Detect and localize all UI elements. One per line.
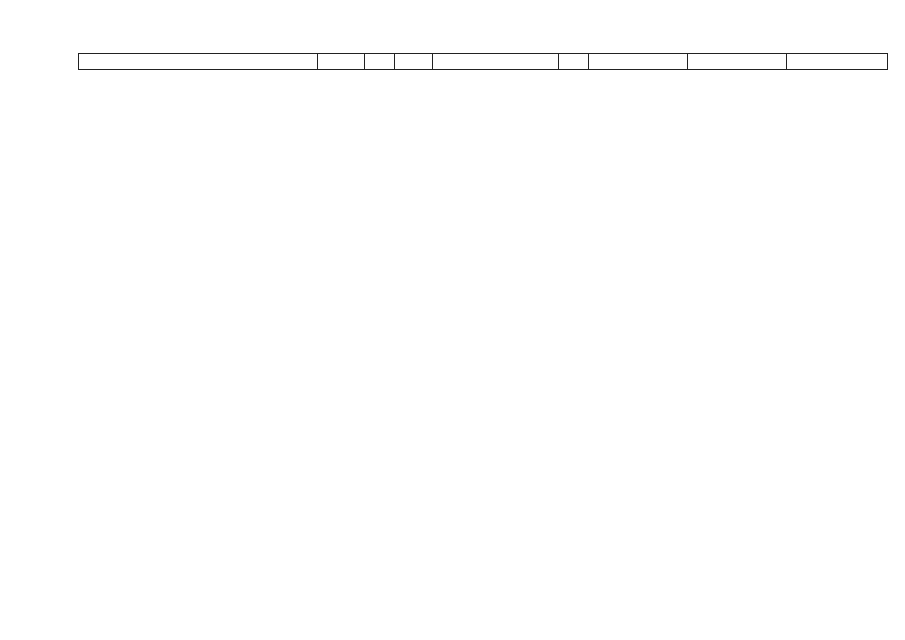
header-pr [395, 54, 433, 69]
header-2020 [787, 54, 887, 69]
header-vr [559, 54, 589, 69]
table-header [78, 53, 888, 70]
header-2019 [688, 54, 787, 69]
header-rz [365, 54, 395, 69]
header-name [79, 54, 318, 69]
header-2018 [589, 54, 688, 69]
header-csr [433, 54, 559, 69]
header-ved [318, 54, 365, 69]
